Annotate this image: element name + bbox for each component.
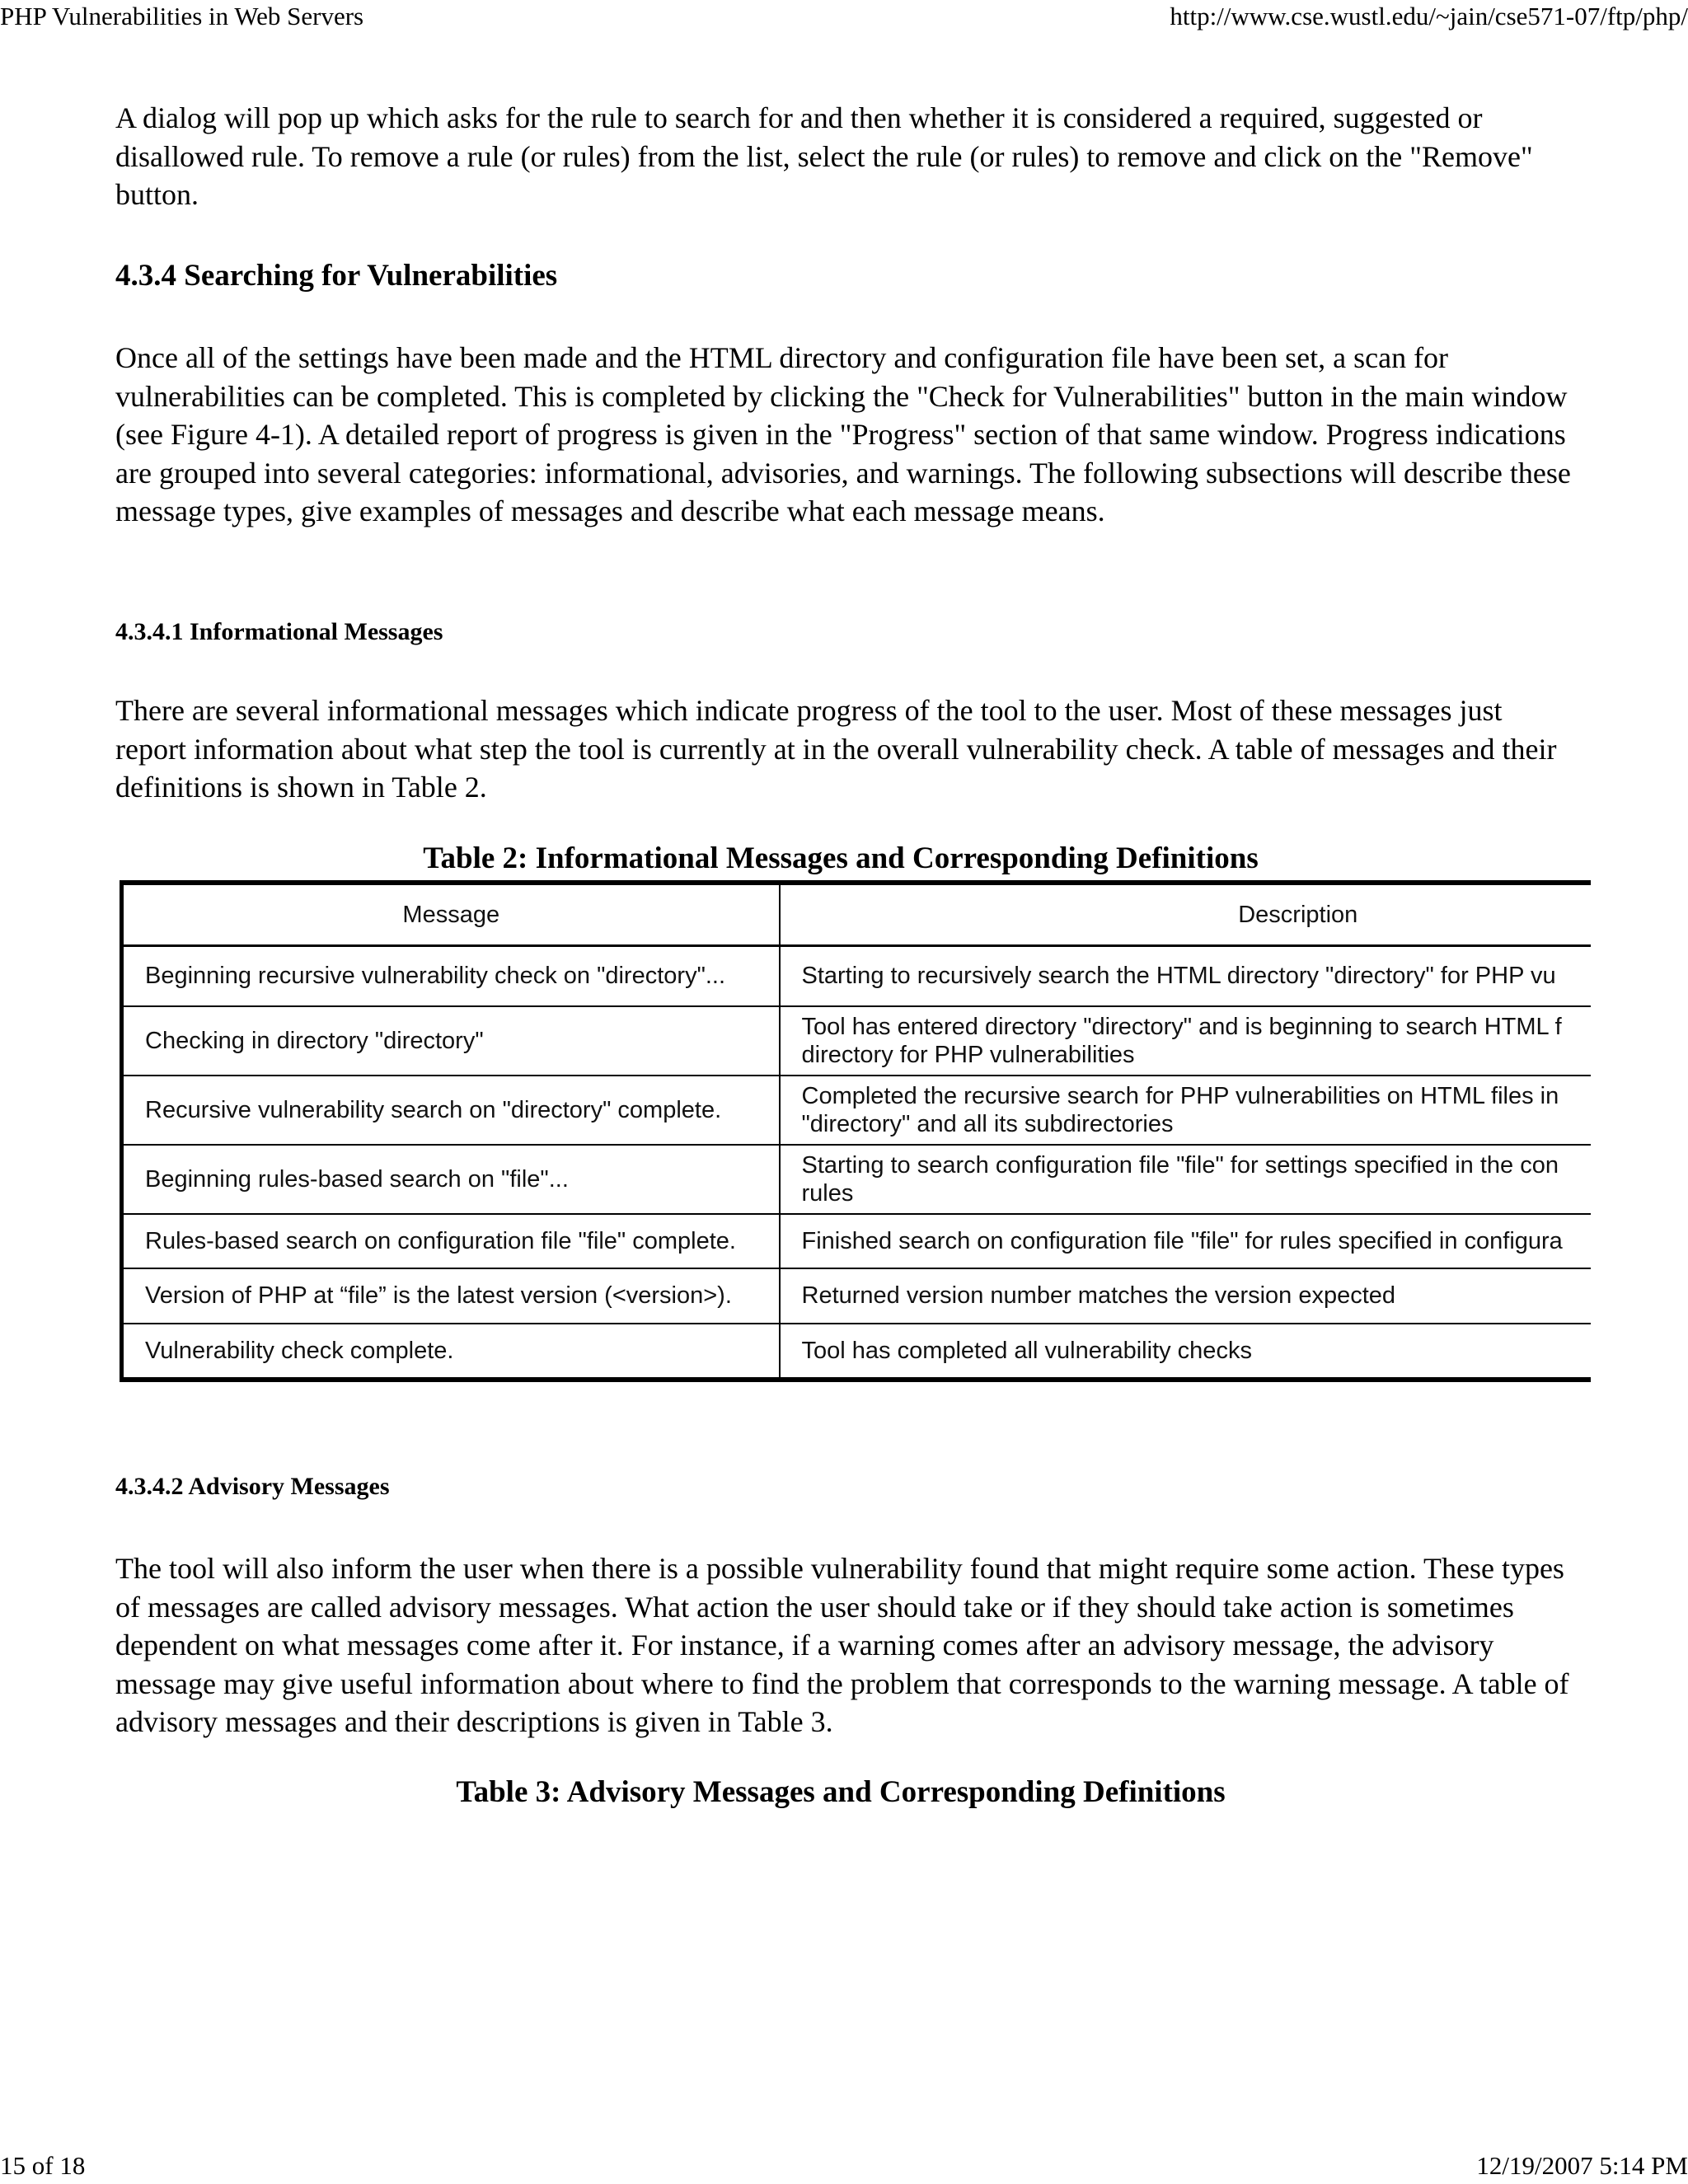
table-cell-description-line2: rules [801, 1179, 854, 1207]
table-cell-description: Starting to recursively search the HTML directory "directory" for PHP vu [780, 946, 1592, 1006]
table2 [120, 880, 1591, 1382]
table-cell-description [780, 1006, 1592, 1076]
table3-caption: Table 3: Advisory Messages and Corresponding Definitions [456, 1775, 1226, 1809]
table-row [122, 1006, 1592, 1076]
section-paragraph: Once all of the settings have been made and the HTML directory and configuration file have been set, a scan for vulnerabilities can be completed. This is completed by clicking the "Check for Vulnerabilities" button in the main window (see Figure 4-1). A detailed report of progress is given in the "Progress" section of that same window. Progress indications are grouped into several categories: informational, advisories, and warnings. The following subsections will describe these message types, give examples of messages and describe what each message means. [115, 341, 1571, 527]
subsection-heading-informational: 4.3.4.1 Informational Messages [115, 618, 443, 645]
table-cell-description: Finished search on configuration file "file" for rules specified in configura [780, 1214, 1592, 1268]
table2-container [120, 880, 1591, 1382]
table-row [122, 1268, 1592, 1324]
table-cell-description: Tool has completed all vulnerability checks [780, 1324, 1592, 1380]
table-cell-message: Recursive vulnerability search on "directory" complete. [122, 1076, 780, 1145]
table-cell-description-line2: "directory" and all its subdirectories [801, 1110, 1174, 1137]
table-cell-message: Rules-based search on configuration file "file" complete. [122, 1214, 780, 1268]
table-cell-description-line1: Tool has entered directory "directory" and is beginning to search HTML f [801, 1013, 1562, 1040]
table-cell-description: Returned version number matches the version expected [780, 1268, 1592, 1324]
table2-caption: Table 2: Informational Messages and Corresponding Definitions [423, 841, 1259, 875]
table-cell-description-line1: Completed the recursive search for PHP vulnerabilities on HTML files in [801, 1082, 1559, 1109]
page-footer-datetime: 12/19/2007 5:14 PM [1476, 2151, 1688, 2180]
table-row [122, 1324, 1592, 1380]
table-cell-message: Checking in directory "directory" [122, 1006, 780, 1076]
table-row [122, 1214, 1592, 1268]
table2-header-row [122, 883, 1592, 946]
table-row [122, 1076, 1592, 1145]
table-cell-message: Version of PHP at “file” is the latest version (<version>). [122, 1268, 780, 1324]
table-cell-message: Beginning recursive vulnerability check on "directory"... [122, 946, 780, 1006]
table-row [122, 946, 1592, 1006]
table2-header-description: Description [780, 883, 1592, 946]
intro-paragraph: A dialog will pop up which asks for the rule to search for and then whether it is considered a required, suggested or disallowed rule. To remove a rule (or rules) from the list, select the rule (or rules) to remove and click on the "Remove" button. [115, 101, 1533, 211]
section-heading: 4.3.4 Searching for Vulnerabilities [115, 259, 558, 293]
table-cell-description [780, 1145, 1592, 1214]
table-cell-message: Vulnerability check complete. [122, 1324, 780, 1380]
subsection-heading-advisory: 4.3.4.2 Advisory Messages [115, 1473, 390, 1500]
table-cell-description-line2: directory for PHP vulnerabilities [801, 1041, 1135, 1068]
page-header-url: http://www.cse.wustl.edu/~jain/cse571-07/ftp/php/ [1170, 2, 1688, 30]
table-row [122, 1145, 1592, 1214]
table2-header-message: Message [122, 883, 780, 946]
table-cell-description-line1: Starting to search configuration file "file" for settings specified in the con [801, 1151, 1559, 1179]
table-cell-description [780, 1076, 1592, 1145]
subsection-paragraph-informational: There are several informational messages which indicate progress of the tool to the user. Most of these messages just report information about what step the tool is currently at in the overall vulnerability check. A table of messages and their definitions is shown in Table 2. [115, 694, 1557, 804]
page-footer-page-number: 15 of 18 [0, 2151, 86, 2180]
subsection-paragraph-advisory: The tool will also inform the user when there is a possible vulnerability found that might require some action. These types of messages are called advisory messages. What action the user should take or if they should take action is sometimes dependent on what messages come after it. For instance, if a warning comes after an advisory message, the advisory message may give useful information about where to find the problem that corresponds to the warning message. A table of advisory messages and their descriptions is given in Table 3. [115, 1552, 1569, 1738]
page-header-title: PHP Vulnerabilities in Web Servers [0, 2, 364, 30]
table-cell-message: Beginning rules-based search on "file"... [122, 1145, 780, 1214]
